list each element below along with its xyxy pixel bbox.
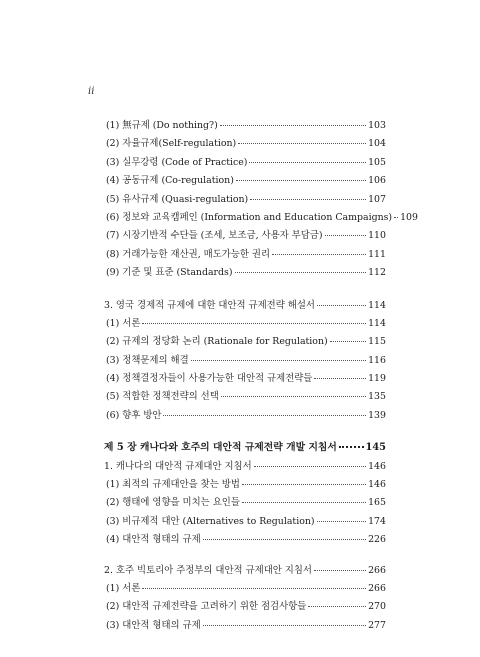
toc-entry-title: (4) 대안적 형태의 규제 bbox=[106, 534, 201, 546]
toc-entry[interactable] bbox=[104, 333, 386, 351]
toc-leader-dots bbox=[236, 180, 366, 181]
toc-leader-dots bbox=[203, 539, 366, 540]
toc-entry-title: (1) 서론 bbox=[106, 582, 141, 594]
toc-leader-dots bbox=[163, 415, 366, 416]
toc-entry-page: 119 bbox=[368, 373, 386, 385]
toc-entry[interactable] bbox=[104, 246, 386, 264]
toc-entry-page: 107 bbox=[368, 193, 386, 205]
toc-entry[interactable] bbox=[104, 388, 386, 406]
toc-group-uk bbox=[104, 297, 386, 426]
toc-entry-title: 2. 호주 빅토리아 주정부의 대안적 규제대안 지침서 bbox=[104, 564, 312, 576]
toc-entry-page: 106 bbox=[368, 175, 386, 187]
toc-entry-title: (3) 비규제적 대안 (Alternatives to Regulation) bbox=[106, 515, 315, 527]
toc-entry[interactable] bbox=[104, 562, 386, 580]
toc-entry-page: 146 bbox=[368, 479, 386, 491]
toc-entry[interactable] bbox=[104, 458, 386, 476]
toc-entry-page: 266 bbox=[368, 564, 386, 576]
toc-entry-title: (3) 실무강령 (Code of Practice) bbox=[106, 156, 248, 168]
toc-leader-dots bbox=[314, 570, 366, 571]
toc-leader-dots bbox=[314, 378, 366, 379]
toc-entry[interactable] bbox=[104, 617, 386, 635]
toc-leader-dots bbox=[317, 305, 366, 306]
toc-leader-dots bbox=[242, 502, 366, 503]
toc-entry-page: 110 bbox=[368, 230, 386, 242]
toc-entry-title: (4) 정책결정자들이 사용가능한 대안적 규제전략들 bbox=[106, 373, 313, 385]
toc-entry-title: (5) 유사규제 (Quasi-regulation) bbox=[106, 193, 249, 205]
toc-entry-title: (3) 정책문제의 해결 bbox=[106, 354, 189, 366]
table-of-contents bbox=[104, 117, 418, 635]
toc-entry[interactable] bbox=[104, 117, 386, 135]
toc-entry[interactable] bbox=[104, 513, 386, 531]
toc-leader-dots bbox=[242, 484, 366, 485]
toc-leader-dots bbox=[235, 272, 367, 273]
toc-entry-page: 104 bbox=[368, 138, 386, 150]
toc-entry[interactable] bbox=[104, 315, 386, 333]
toc-entry-title: (1) 서론 bbox=[106, 317, 141, 329]
toc-entry[interactable] bbox=[104, 531, 386, 549]
toc-leader-dots bbox=[191, 360, 366, 361]
toc-entry-title: (6) 향후 방안 bbox=[106, 409, 162, 421]
toc-entry[interactable] bbox=[104, 154, 386, 172]
toc-entry-page: 114 bbox=[368, 299, 386, 311]
toc-leader-dots bbox=[142, 323, 366, 324]
toc-entry-title: (3) 대안적 형태의 규제 bbox=[106, 619, 201, 631]
toc-leader-dots bbox=[220, 125, 366, 126]
toc-group-alternatives bbox=[104, 117, 418, 283]
toc-entry-page: 277 bbox=[368, 619, 386, 631]
toc-chapter-5[interactable] bbox=[104, 439, 386, 457]
toc-entry-page: 135 bbox=[368, 391, 386, 403]
toc-entry-title: (8) 거래가능한 재산권, 매도가능한 권리 bbox=[106, 248, 271, 260]
toc-entry[interactable] bbox=[104, 172, 386, 190]
toc-group-canada bbox=[104, 458, 386, 550]
page-number: ii bbox=[88, 86, 95, 97]
toc-entry-page: 112 bbox=[368, 267, 386, 279]
toc-leader-dots bbox=[272, 254, 366, 255]
toc-entry-page: 116 bbox=[368, 354, 386, 366]
toc-entry-page: 111 bbox=[368, 248, 386, 260]
toc-entry-page: 145 bbox=[365, 442, 386, 454]
toc-leader-dots bbox=[325, 235, 367, 236]
toc-leader-dots bbox=[203, 625, 366, 626]
toc-entry[interactable] bbox=[104, 352, 386, 370]
toc-entry[interactable] bbox=[104, 598, 386, 616]
toc-entry-title: 3. 영국 경제적 규제에 대한 대안적 규제전략 해설서 bbox=[104, 299, 315, 311]
toc-entry-title: (1) 최적의 규제대안을 찾는 방법 bbox=[106, 479, 240, 491]
toc-entry[interactable] bbox=[104, 135, 386, 153]
toc-entry-page: 146 bbox=[368, 460, 386, 472]
toc-leader-dots bbox=[249, 162, 366, 163]
toc-entry[interactable] bbox=[104, 407, 386, 425]
toc-leader-dots bbox=[254, 466, 366, 467]
toc-entry[interactable] bbox=[104, 209, 418, 227]
toc-entry[interactable] bbox=[104, 494, 386, 512]
toc-entry-page: 174 bbox=[368, 515, 386, 527]
toc-entry-page: 266 bbox=[368, 582, 386, 594]
toc-leader-dots bbox=[250, 199, 366, 200]
toc-entry[interactable] bbox=[104, 264, 386, 282]
toc-leader-dots bbox=[221, 396, 366, 397]
toc-entry-page: 270 bbox=[368, 601, 386, 613]
toc-group-australia bbox=[104, 562, 386, 636]
toc-leader-dots bbox=[339, 446, 364, 448]
toc-leader-dots bbox=[308, 606, 366, 607]
toc-leader-dots bbox=[142, 588, 366, 589]
toc-leader-dots bbox=[394, 217, 398, 218]
toc-entry-page: 109 bbox=[400, 211, 418, 223]
toc-entry-page: 103 bbox=[368, 120, 386, 131]
toc-entry-page: 114 bbox=[368, 317, 386, 329]
toc-entry[interactable] bbox=[104, 476, 386, 494]
toc-entry-title: (2) 규제의 정당화 논리 (Rationale for Regulation) bbox=[106, 336, 328, 348]
toc-entry-title: (4) 공동규제 (Co-regulation) bbox=[106, 175, 234, 187]
toc-entry-title: 제 5 장 캐나다와 호주의 대안적 규제전략 개발 지침서 bbox=[104, 442, 337, 454]
toc-entry-title: (6) 정보와 교육캠페인 (Information and Education Campaigns) bbox=[106, 211, 393, 223]
toc-entry-page: 139 bbox=[368, 409, 386, 421]
toc-entry-page: 165 bbox=[368, 497, 386, 509]
toc-leader-dots bbox=[317, 521, 367, 522]
toc-entry[interactable] bbox=[104, 297, 386, 315]
toc-entry-title: (9) 기준 및 표준 (Standards) bbox=[106, 267, 233, 279]
toc-entry[interactable] bbox=[104, 580, 386, 598]
toc-entry[interactable] bbox=[104, 227, 386, 245]
toc-entry-title: (1) 無규제 (Do nothing?) bbox=[106, 120, 218, 131]
toc-entry-title: 1. 캐나다의 대안적 규제대안 지침서 bbox=[104, 460, 252, 472]
toc-entry-title: (2) 행태에 영향을 미치는 요인들 bbox=[106, 497, 240, 509]
toc-entry-page: 105 bbox=[368, 156, 386, 168]
toc-entry[interactable] bbox=[104, 191, 386, 209]
toc-entry-page: 226 bbox=[368, 534, 386, 546]
toc-entry-page: 115 bbox=[368, 336, 386, 348]
toc-entry-title: (5) 적합한 정책전략의 선택 bbox=[106, 391, 219, 403]
toc-entry-title: (7) 시장기반적 수단들 (조세, 보조금, 사용자 부담금) bbox=[106, 230, 323, 242]
toc-leader-dots bbox=[238, 143, 366, 144]
toc-entry-title: (2) 대안적 규제전략을 고려하기 위한 점검사항들 bbox=[106, 601, 307, 613]
toc-entry-title: (2) 자율규제(Self-regulation) bbox=[106, 138, 237, 150]
toc-entry[interactable] bbox=[104, 370, 386, 388]
toc-leader-dots bbox=[330, 341, 366, 342]
